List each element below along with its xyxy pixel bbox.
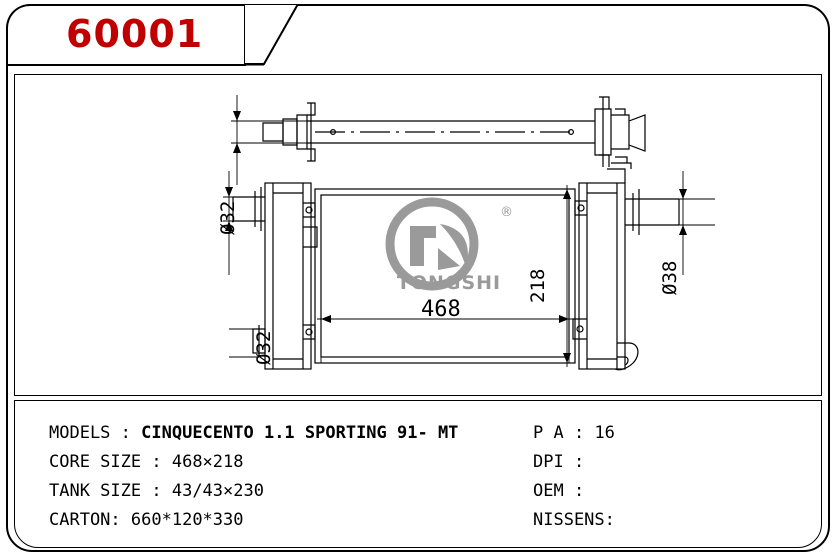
dimension-label-dia-left-inlet: Ø32 xyxy=(253,330,275,365)
spec-pa-label: P A : xyxy=(533,423,585,443)
spec-oem-label: OEM : xyxy=(533,481,585,501)
spec-dpi xyxy=(533,448,793,477)
spec-carton xyxy=(49,506,519,535)
spec-models xyxy=(49,419,519,448)
part-number-tab xyxy=(6,4,296,66)
dimension-label-dia-right-outlet: Ø38 xyxy=(659,260,681,295)
spec-right-column xyxy=(533,419,793,535)
part-number: 60001 xyxy=(66,12,204,56)
tab-slant-shape xyxy=(244,4,300,66)
spec-nissens xyxy=(533,506,793,535)
technical-drawing xyxy=(14,74,822,396)
specifications-panel xyxy=(14,400,822,548)
spec-core-size xyxy=(49,448,519,477)
dimension-label-dia-top-inlet: Ø32 xyxy=(217,200,239,235)
dimension-label-core-width: 468 xyxy=(421,297,461,322)
spec-pa xyxy=(533,419,793,448)
spec-carton-label: CARTON: xyxy=(49,510,121,530)
radiator-drawing-svg xyxy=(15,75,821,395)
spec-oem xyxy=(533,477,793,506)
watermark-brand: TONGSHI xyxy=(396,272,502,294)
dimension-label-core-height: 218 xyxy=(527,268,549,303)
spec-nissens-label: NISSENS: xyxy=(533,510,615,530)
spec-tank-size xyxy=(49,477,519,506)
spec-tank-size-value: 43/43×230 xyxy=(171,481,264,501)
registered-trademark-icon: ® xyxy=(500,205,513,220)
spec-left-column xyxy=(49,419,519,535)
spec-carton-value: 660*120*330 xyxy=(130,510,244,530)
spec-pa-value: 16 xyxy=(594,423,615,443)
spec-models-label: MODELS : xyxy=(49,423,131,443)
spec-core-size-value: 468×218 xyxy=(171,452,244,472)
spec-core-size-label: CORE SIZE : xyxy=(49,452,162,472)
spec-models-value: CINQUECENTO 1.1 SPORTING 91- MT xyxy=(141,423,459,443)
spec-tank-size-label: TANK SIZE : xyxy=(49,481,162,501)
spec-dpi-label: DPI : xyxy=(533,452,585,472)
